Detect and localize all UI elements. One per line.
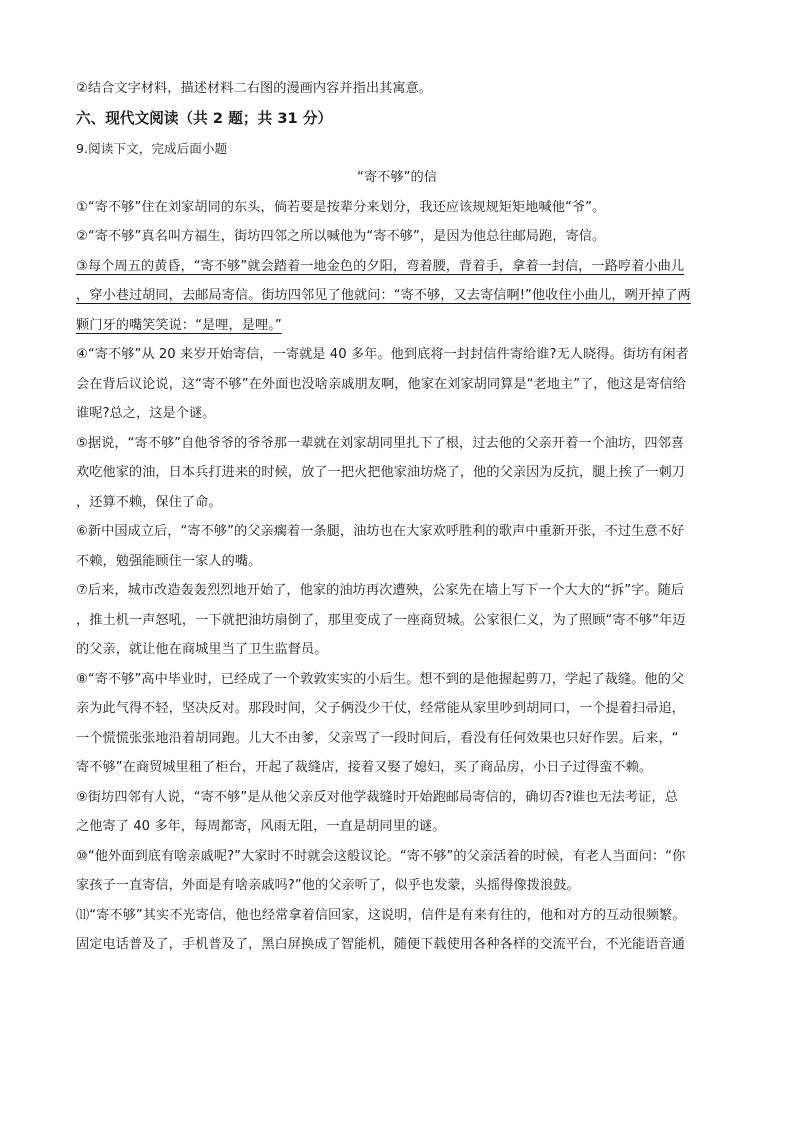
- question-instruction: 9.阅读下文，完成后面小题: [76, 140, 228, 156]
- paragraph-line: 一个慌慌张张地沿着胡同跑。儿大不由爹，父亲骂了一段时间后，看没有任何效果也只好作罢。后来，“: [76, 730, 679, 746]
- underlined-paragraph-line: ③每个周五的黄昏，“寄不够”就会踏着一地金色的夕阳，弯着腰，背着手，拿着一封信，一路哼着小曲儿: [76, 258, 685, 274]
- paragraph-line: ①“寄不够”住在刘家胡同的东头，倘若要是按辈分来划分，我还应该规规矩矩地喊他“爷”。: [76, 199, 606, 215]
- paragraph-line: ⑦后来，城市改造轰轰烈烈地开始了，他家的油坊再次遭殃，公家先在墙上写下一个大大的“拆”字。随后: [76, 583, 685, 598]
- document-page: [76, 74, 718, 960]
- paragraph-line: ⑨街坊四邻有人说，“寄不够”是从他父亲反对他学裁缝时开始跑邮局寄信的，确切否?谁也无法考证，总: [76, 789, 678, 805]
- paragraph-line: ⑧“寄不够”高中毕业时，已经成了一个敦敦实实的小后生。想不到的是他握起剪刀，学起了裁缝。他的父: [76, 671, 685, 687]
- section-heading: 六、现代文阅读（共 2 题；共 31 分）: [76, 109, 333, 127]
- underlined-paragraph-line: 颗门牙的嘴笑笑说：“是哩，是哩。”: [76, 317, 282, 333]
- paragraph-line: 寄不够”在商贸城里租了柜台，开起了裁缝店，接着又娶了媳妇，买了商品房，小日子过得蛮不赖。: [76, 760, 653, 775]
- paragraph-line: ⑩“他外面到底有啥亲戚呢?”大家时不时就会这般议论。“寄不够”的父亲活着的时候，有老人当面问：“你: [76, 848, 686, 864]
- paragraph-line: ，还算不赖，保住了命。: [76, 494, 222, 510]
- paragraph-line: ，推土机一声怒吼，一下就把油坊扇倒了，那里变成了一座商贸城。公家很仁义，为了照顾“寄不够”年迈: [76, 612, 686, 628]
- paragraph-line: ⑾“寄不够”其实不光寄信，他也经常拿着信回家，这说明，信件是有来有往的，他和对方的互动很频繁。: [76, 907, 686, 923]
- paragraph-line: 欢吃他家的油，日本兵打进来的时候，放了一把火把他家油坊烧了，他的父亲因为反抗，腿上挨了一刺刀: [76, 465, 685, 480]
- paragraph-line: 的父亲，就让他在商城里当了卫生监督员。: [76, 642, 328, 657]
- paragraph-line: 不赖，勉强能顾住一家人的嘴。: [76, 553, 262, 569]
- paragraph-line: 之他寄了 40 多年，每周都寄，风雨无阻，一直是胡同里的谜。: [76, 819, 446, 834]
- paragraph-line: 会在背后议论说，这“寄不够”在外面也没啥亲戚朋友啊，他家在刘家胡同算是“老地主”了，他这是寄信给: [76, 376, 686, 392]
- paragraph-line: ⑤据说，“寄不够”自他爷爷的爷爷那一辈就在刘家胡同里扎下了根，过去他的父亲开着一个油坊，四邻喜: [76, 435, 685, 451]
- question-item-2: ②结合文字材料，描述材料二右图的漫画内容并指出其寓意。: [76, 81, 433, 96]
- paragraph-line: 亲为此气得不轻，坚决反对。那段时间，父子俩没少干仗，经常能从家里吵到胡同口，一个提着扫帚追，: [76, 701, 685, 716]
- paragraph-line: ⑥新中国成立后，“寄不够”的父亲瘸着一条腿，油坊也在大家欢呼胜利的歌声中重新开张，不过生意不好: [76, 524, 685, 539]
- paragraph-line: 家孩子一直寄信，外面是有啥亲戚吗?”他的父亲听了，似乎也发蒙，头摇得像拨浪鼓。: [76, 878, 580, 893]
- underlined-paragraph-line: ，穿小巷过胡同，去邮局寄信。街坊四邻见了他就问：“寄不够，又去寄信啊!”他收住小曲儿，咧开掉了两: [76, 288, 691, 303]
- paragraph-line: 谁呢?总之，这是个谜。: [76, 406, 216, 421]
- paragraph-line: ④“寄不够”从 20 来岁开始寄信，一寄就是 40 多年。他到底将一封封信件寄给谁?无人晓得。街坊有闲者: [76, 347, 689, 362]
- article-title: “寄不够”的信: [357, 170, 437, 185]
- paragraph-line: ②“寄不够”真名叫方福生，街坊四邻之所以喊他为“寄不够”，是因为他总往邮局跑，寄信。: [76, 229, 606, 244]
- paragraph-line: 固定电话普及了，手机普及了，黑白屏换成了智能机，随便下载使用各种各样的交流平台，不光能语音通: [76, 937, 685, 952]
